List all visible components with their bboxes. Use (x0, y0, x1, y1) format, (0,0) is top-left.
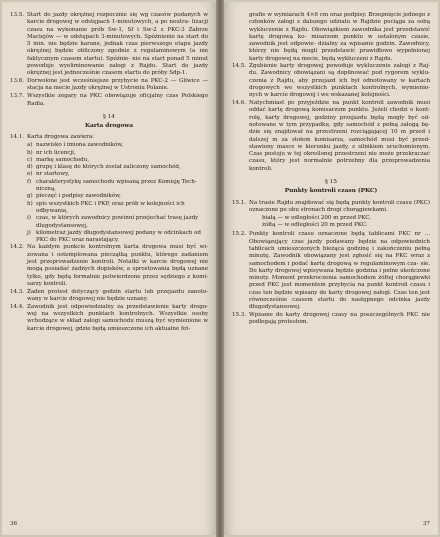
paragraph-14-3 (10, 289, 208, 304)
paragraph-15-2 (232, 231, 430, 311)
page-number: 36 (10, 521, 18, 527)
paragraph-13-6 (10, 78, 208, 93)
paragraph-14-5 (232, 63, 430, 99)
paragraph-text: Start do jazdy okrężnej rozpocznie się wg czasów podanych w karcie drogowej w odstępach 1-minutowych, a po neutra- lizacji czasu na wykonanie prób Sw-1, Sf i Sw-2 z PKC-3 Zabrze Maciejów — w odstępach 3-minutowych. Spóźnienie na start do 5 min. nie będzie karane, jednak czas pierwszego etapu jazdy okrężnej będzie obliczony zgodnie z regulaminowym (a nie faktycznym czasem startu). Spóźnie- nie na start ponad 5 minut powoduje wyeliminowanie załogi z Rajdu. Start do jazdy okrężnej jest jednocześnie czasem startu do próby Sdp-1. (27, 12, 208, 77)
paragraph-14-2 (10, 244, 208, 288)
list-item: a) nazwisko i imiona zawodników, (27, 142, 124, 149)
paragraph-number: 15.1. (232, 199, 246, 206)
paragraph-text: Dorwolone jest wcześniejsze przybycie na PKC-2 — Gliwice — stacja na mecie jazdy okrężnej w Ustroniu Polanie. (27, 78, 208, 92)
paragraph-number: 13.6. (10, 78, 24, 85)
paragraph-14-4-continued: grafie w wymiarach 4×6 cm oraz podpisy. Brzepnięcie jednego z członków załogi z dalszego udziału w Rajdzie pociąga za sobą wykluczenie z Rajdu. Obowiązkiem zawodnika jest przedstawić kartę drogową ko- misarzom punktu w ustalonym czasie, zawodnik jest odpowie- dzialny za wpisanie godzin. Zawodnicy, którzy nie będą mogli przedstawić prawidłowo wypełnionej karty drogowej na mecie, będą wykluczeni z Rajdu. (249, 12, 431, 62)
right-page (224, 2, 438, 535)
paragraph-number: 15.2. (232, 231, 246, 238)
list-item: b) nr ich licencji, (27, 149, 76, 156)
list-item: f) charakterystykę samochodu wpisaną przez Komisję Tech- niczną, (27, 178, 197, 193)
paragraph-13-7 (10, 93, 208, 108)
list-item: d) grupę i klasę do których został zaliczony samochód, (27, 164, 181, 171)
section-number: § 15 (325, 179, 337, 186)
section-number: § 14 (103, 113, 115, 120)
section-title: Karta drogowa (84, 122, 134, 130)
paragraph-text: Na każdym punkcie kontrolnym karta drogowa musi być wi- zowana i ostemplowana pieczątką punktu, którego zadaniem jest przeprowadzenie kontroli. Notatki w karcie drogowej nie mogą posiadać żadnych dopisków, a sprostowania będą uznane tylko, gdy będą formalnie potwierdzone przez sędziego z komi- sarzy kontroli. (27, 244, 208, 287)
list-item: c) markę samochodu, (27, 156, 89, 163)
paragraph-number: 14.5. (232, 63, 246, 70)
paragraph-text: Zgubienie karty drogowej powoduje wykluczenie załogi z Raj- du. Zawodnicy obowiązani są dopilnować pod rygorem wyklu- czenia z Rajdu, aby przejazd ich był odnotowany w kartach drogowych we wszystkich punktach kontrolnych, wymienio- nych w karcie drogowej i we wskazanej kolejności. (249, 63, 430, 99)
list-item: e) nr startowy, (27, 171, 70, 178)
right-column (232, 12, 430, 327)
page-number: 37 (422, 521, 430, 527)
paragraph-number: 14.3. (10, 288, 24, 295)
paragraph-number: 13.7. (10, 93, 24, 100)
left-column (10, 12, 208, 333)
list-item: g) pieczęć i podpisy zawodników, (27, 193, 121, 200)
left-page (2, 2, 216, 535)
section-title: Punkty kontroli czasu (PKC) (284, 187, 378, 195)
paragraph-number: 15.3. (232, 312, 246, 319)
paragraph-number: 14.4. (10, 303, 24, 310)
list-item: j) kilometraż jazdy długodystansowej podany w odcinkach od PKC do PKC oraz narastający. (27, 229, 201, 244)
flag-yellow-line: żółtą — w odległości 20 m przed PKC. (262, 222, 368, 229)
paragraph-text: Wpisane do karty drogowej czasy na poszczególnych PKC nie podlegają protestom. (249, 312, 430, 326)
flag-white-line: białą — w odległości 200 m przed PKC, (262, 214, 372, 221)
paragraph-number: 14.1. (10, 134, 24, 141)
paragraph-14-1 (10, 134, 208, 141)
paragraph-15-3 (232, 312, 430, 327)
paragraph-text: Wszystkie zegary na PKC obowiązuje oficjalny czas Polskiego Radia. (27, 93, 208, 107)
list-item: h) spis wszystkich PKC i PKP, oraz prób w kolejności ich odbywania, (27, 200, 185, 214)
paragraph-14-6 (232, 100, 430, 173)
paragraph-number: 14.6. (232, 100, 246, 107)
paragraph-15-1 (232, 200, 430, 215)
paragraph-13-5 (10, 12, 208, 78)
paragraph-number: 14.2. (10, 244, 24, 251)
paragraph-14-4 (10, 304, 208, 333)
paragraph-text: Karta drogowa zawiera: (27, 134, 94, 141)
paragraph-text: Natychmiast po przyjeździe na punkt kontroli zawodnik musi oddać kartę drogową komisarzom punktu. Jeżeli chodzi o kont- rolę, karty drogowej, godziny przejazdu będą mogły być od- notowane w tym przypadku, gdy samochód z pełną załogą bę- dzie się znajdował na przestrzeni rozciągającej 10 m przed i dalszej m za stołem komisarza, samochód musi być przed- stawiony masce w kierunku jazdy, z silnikiem uruchomionym. Czas postoju w tej określonej przestrzeni nie może przekraczać czasu, który jest normalnie potrzebny dla przeprowadzenia kontroli. (249, 100, 430, 172)
paragraph-text: Na trasie Rajdu znajdować się będą punkty kontroli czasu (PKC) oznaczone po obu stronach drogi chorągiewkami. (249, 199, 430, 213)
paragraph-text: Punkty kontroli czasu oznaczone będą tablicami PKC nr ... Obowiązujący czas jazdy podawany będzie na odpowiednich tablicach umieszczonych bieżąca godzinę i zakończeniu pełną minutę. Zawodnik obowiązany jest zgłosić się na PKC wraz z samochodem i podać kartę drogową w regulaminowym cza- sie. Do karty drogowej wpisywana będzie godzina i pełne ukończone minuty. Moment przekroczenia samochodem żółtej chorągiewki przed PKC jest momentem przybycia na punkt kontroli czasu i czas ten będzie wpisany do karty drogowej załogi. Czas ten jest równocześnie czasem startu do następnego odcinka jazdy długodystansowej. (249, 231, 430, 311)
paragraph-number: 13.5. (10, 12, 24, 18)
book-gutter (216, 0, 224, 537)
paragraph-text: Żaden protest dotyczący godzin startu lub przejazdu zanoto- wany w karcie drogowej nie będzie uznany. (27, 288, 208, 302)
list-item: i) czas, w których zawodnicy powinni przejechać trasę jazdy dlugodystansowej, (27, 215, 199, 229)
paragraph-text: Zawodnik jest odpowiedzialny za przedstawienie karty drogo- wej na wszystkich punktach kontrolnych. Wszystkie osoby wchodzące w skład załogi samochodu muszą być wymienione w karcie drogowej, gdzie będą umieszczone ich aktualne fot- (27, 303, 208, 332)
